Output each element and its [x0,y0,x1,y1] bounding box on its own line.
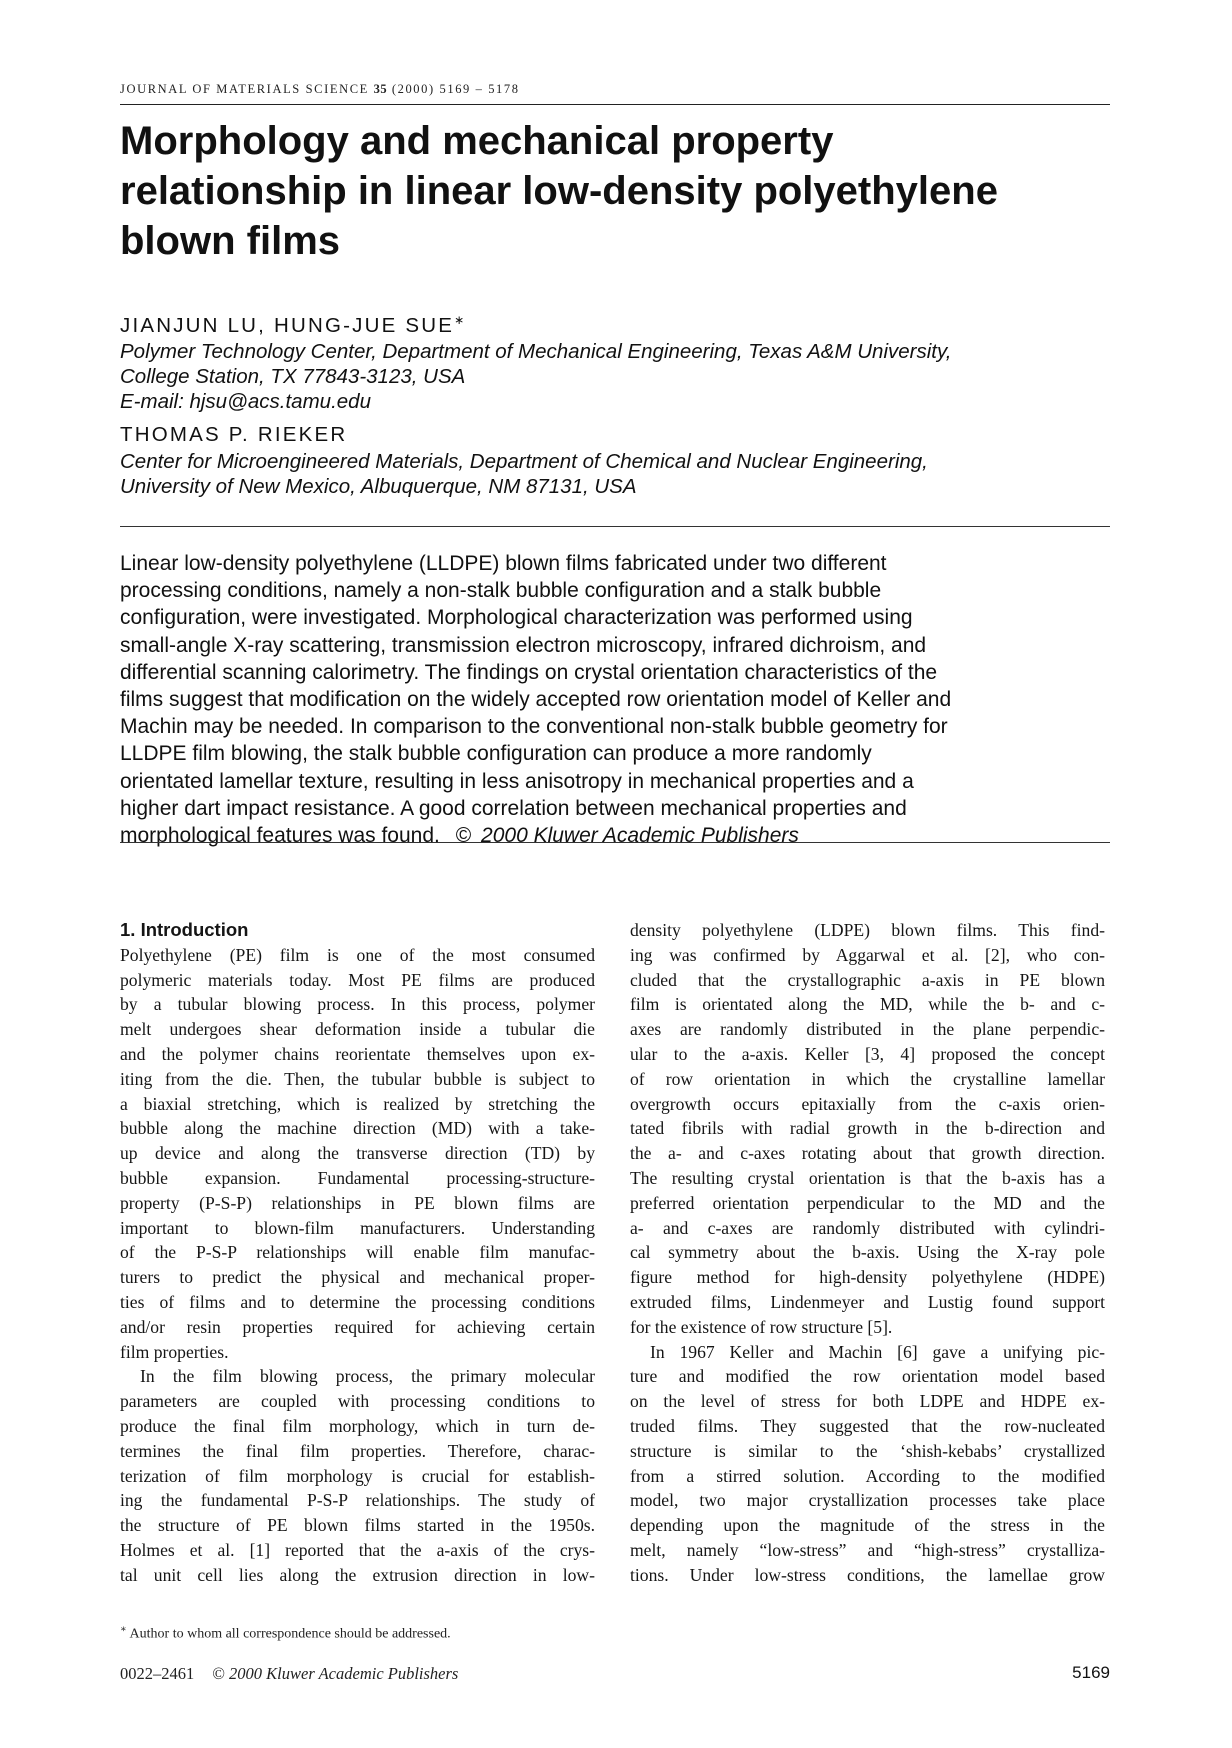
body-text-line: important to blown-film manufacturers. Understanding [120,1217,595,1238]
affiliation-line: Polymer Technology Center, Department of Mechanical Engineering, Texas A&M University, [120,340,952,363]
body-text-line: cal symmetry about the b-axis. Using the X-ray pole [630,1242,1105,1263]
title-line: blown films [120,219,340,263]
article-title [120,116,1110,266]
section-heading: 1. Introduction [120,919,249,940]
body-text-line: the structure of PE blown films started in the 1950s. [120,1515,595,1536]
body-text-line: truded films. They suggested that the row-nucleated [630,1415,1105,1436]
body-text-line: structure is similar to the ‘shish-kebabs’ crystallized [630,1440,1105,1461]
body-text-line: by a tubular blowing process. In this process, polymer [120,994,595,1015]
abstract [120,550,1115,849]
page-number: 5169 [1072,1663,1110,1682]
issn: 0022–2461 [120,1664,195,1683]
affiliation-line: Center for Microengineered Materials, Department of Chemical and Nuclear Engineering, [120,450,928,473]
abstract-top-rule [120,526,1110,527]
body-text-line: cluded that the crystallographic a-axis in PE blown [630,969,1105,990]
body-text-line: figure method for high-density polyethylene (HDPE) [630,1267,1105,1288]
abstract-line: films suggest that modification on the widely accepted row orientation model of Keller and [120,688,952,712]
body-text-line: and the polymer chains reorientate themselves upon ex- [120,1043,595,1064]
body-text-line: and/or resin properties required for achieving certain [120,1316,595,1337]
abstract-line: Machin may be needed. In comparison to the conventional non-stalk bubble geometry for [120,715,948,739]
body-text-line: tal unit cell lies along the extrusion direction in low- [120,1564,595,1585]
body-text-line: of the P-S-P relationships will enable film manufac- [120,1242,595,1263]
journal-volume: 35 [373,82,388,96]
abstract-line: morphological features was found. © 2000 Kluwer Academic Publishers [120,824,799,848]
abstract-copyright: 2000 Kluwer Academic Publishers [481,824,799,848]
body-text-line: of row orientation in which the crystalline lamellar [630,1068,1105,1089]
body-text-line: extruded films, Lindenmeyer and Lustig found support [630,1291,1105,1312]
body-text-line: terization of film morphology is crucial for establish- [120,1465,595,1486]
body-text-line: ing was confirmed by Aggarwal et al. [2], who con- [630,944,1105,965]
body-text-line: property (P-S-P) relationships in PE blown films are [120,1192,595,1213]
publisher: 2000 Kluwer Academic Publishers [229,1664,459,1683]
body-text-line: preferred orientation perpendicular to the MD and the [630,1192,1105,1213]
journal-pages: (2000) 5169 – 5178 [391,82,520,96]
body-text-line: ties of films and to determine the processing conditions [120,1291,595,1312]
affiliation-1 [120,339,1120,414]
abstract-line: processing conditions, namely a non-stalk bubble configuration and a stalk bubble [120,579,882,603]
body-text-line: on the level of stress for both LDPE and HDPE ex- [630,1391,1105,1412]
correspondence-marker: ∗ [454,313,465,327]
body-text-line: bubble expansion. Fundamental processing-structure- [120,1167,595,1188]
abstract-line: small-angle X-ray scattering, transmission electron microscopy, infrared dichroism, and [120,633,927,657]
footnote-text: Author to whom all correspondence should be addressed. [129,1626,451,1642]
copyright-symbol: © [212,1664,225,1683]
left-column [120,918,595,1588]
body-text-line: tated fibrils with radial growth in the b-direction and [630,1118,1105,1139]
body-text-line: Polyethylene (PE) film is one of the most consumed [120,944,595,965]
footnote-marker: ∗ [120,1624,127,1635]
body-text-line: axes are randomly distributed in the plane perpendic- [630,1019,1105,1040]
body-text-line: overgrowth occurs epitaxially from the c-axis orien- [630,1093,1105,1114]
abstract-line: higher dart impact resistance. A good correlation between mechanical properties and [120,796,907,820]
body-text-line: In 1967 Keller and Machin [6] gave a unifying pic- [650,1341,1105,1362]
abstract-line: orientated lamellar texture, resulting in less anisotropy in mechanical properties and a [120,769,914,793]
body-text-line: depending upon the magnitude of the stress in the [630,1515,1105,1536]
body-text-line: polymeric materials today. Most PE films are produced [120,969,595,990]
body-text-line: melt, namely “low-stress” and “high-stress” crystalliza- [630,1539,1105,1560]
body-text-line: The resulting crystal orientation is that the b-axis has a [630,1167,1105,1188]
body-text-line: a- and c-axes are randomly distributed with cylindri- [630,1217,1105,1238]
author-names-2: THOMAS P. RIEKER [120,423,348,446]
footnote [120,1624,451,1643]
body-text-line: up device and along the transverse direction (TD) by [120,1143,595,1164]
journal-name: JOURNAL OF MATERIALS SCIENCE [120,82,369,96]
body-text-line: bubble along the machine direction (MD) with a take- [120,1118,595,1139]
author-names-1: JIANJUN LU, HUNG-JUE SUE∗ [120,313,465,337]
author-email: E-mail: hjsu@acs.tamu.edu [120,390,371,413]
body-text-line: parameters are coupled with processing conditions to [120,1391,595,1412]
body-text-line: turers to predict the physical and mechanical proper- [120,1267,595,1288]
body-text-line: produce the final film morphology, which in turn de- [120,1415,595,1436]
affiliation-line: University of New Mexico, Albuquerque, NM 87131, USA [120,475,637,498]
affiliation-line: College Station, TX 77843-3123, USA [120,365,466,388]
affiliation-2 [120,449,1120,499]
body-text-line: for the existence of row structure [5]. [630,1316,893,1337]
title-line: Morphology and mechanical property [120,119,834,163]
body-text-line: ular to the a-axis. Keller [3, 4] proposed the concept [630,1043,1105,1064]
body-text-line: from a stirred solution. According to the modified [630,1465,1105,1486]
body-text-line: melt undergoes shear deformation inside a tubular die [120,1019,595,1040]
title-line: relationship in linear low-density polyethylene [120,169,998,213]
right-column [630,918,1105,1588]
abstract-line: LLDPE film blowing, the stalk bubble configuration can produce a more randomly [120,742,872,766]
body-text-line: a biaxial stretching, which is realized by stretching the [120,1093,595,1114]
body-text-line: Holmes et al. [1] reported that the a-axis of the crys- [120,1539,595,1560]
body-text-line: model, two major crystallization processes take place [630,1490,1105,1511]
copyright-symbol: © [455,824,472,848]
abstract-line: Linear low-density polyethylene (LLDPE) blown films fabricated under two different [120,552,887,575]
abstract-bottom-rule [120,842,1110,843]
body-text-line: film properties. [120,1341,229,1362]
body-text-line: film is orientated along the MD, while the b- and c- [630,994,1105,1015]
body-text-line: ture and modified the row orientation model based [630,1366,1105,1387]
header-rule [120,104,1110,105]
footer-copyright [120,1664,458,1684]
body-text-line: density polyethylene (LDPE) blown films. This find- [630,920,1105,940]
abstract-line: differential scanning calorimetry. The findings on crystal orientation characteristics of the [120,660,938,684]
body-text-line: tions. Under low-stress conditions, the lamellae grow [630,1564,1105,1585]
running-head [120,82,1110,97]
body-text-line: In the film blowing process, the primary molecular [140,1366,595,1387]
body-text-line: ing the fundamental P-S-P relationships. The study of [120,1490,595,1511]
body-text-line: iting from the die. Then, the tubular bubble is subject to [120,1068,595,1089]
body-text-line: the a- and c-axes rotating about that growth direction. [630,1143,1105,1164]
abstract-line: configuration, were investigated. Morphological characterization was performed using [120,606,913,630]
body-text-line: termines the final film properties. Therefore, charac- [120,1440,595,1461]
